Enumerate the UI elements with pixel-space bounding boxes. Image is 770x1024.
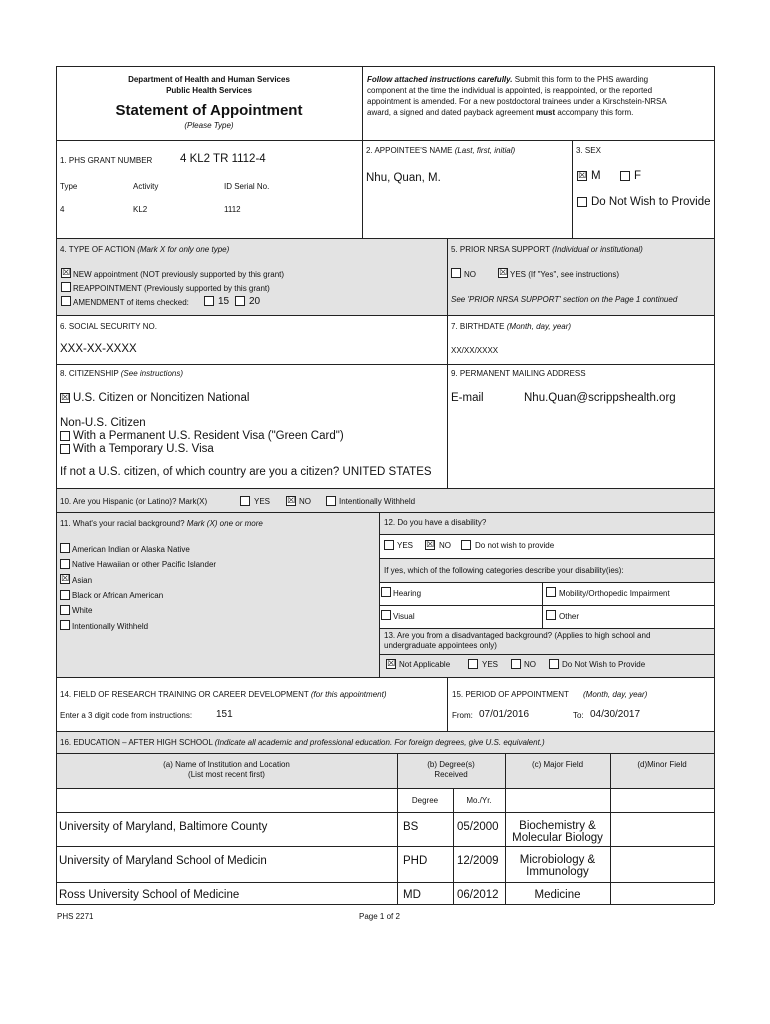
instructions-text4c: accompany this form. [555,108,634,117]
edu-major-line1[interactable]: Biochemistry & [519,820,596,832]
col-degrees-header-1: (b) Degree(s) [427,760,475,769]
disadvantaged-na-label: Not Applicable [399,660,451,669]
edu-degree[interactable]: PHD [403,855,428,867]
hispanic-withheld-checkbox[interactable] [326,496,336,506]
amend-20-checkbox[interactable] [235,296,245,306]
race-checkbox[interactable] [60,605,70,615]
mailing-address-label: 9. PERMANENT MAILING ADDRESS [451,369,586,378]
hispanic-no-checkbox[interactable]: ☒ [287,496,296,506]
dept-line1: Department of Health and Human Services [128,75,290,84]
race-option-label: American Indian or Alaska Native [72,545,190,554]
action-type-hint: (Mark X for only one type) [137,245,230,254]
research-code-label: Enter a 3 digit code from instructions: [60,711,193,720]
id-serial-value[interactable]: 1112 [224,205,241,214]
disadvantaged-dnw-label: Do Not Wish to Provide [562,660,646,669]
subcol-moyr-header: Mo./Yr. [466,796,492,805]
edu-moyr[interactable]: 12/2009 [457,855,499,867]
instructions-line1 [367,75,648,84]
citizenship-country-question: If not a U.S. citizen, of which country are you a citizen? UNITED STATES [60,466,432,478]
edu-institution[interactable]: University of Maryland School of Medicin [59,855,267,867]
activity-label: Activity [133,182,159,191]
citizen-temp-label: With a Temporary U.S. Visa [73,443,214,455]
grant-number-label: 1. PHS GRANT NUMBER [60,156,153,165]
appointment-period-label [452,690,647,699]
race-checkbox[interactable]: ☒ [61,574,70,584]
sex-f-label: F [634,170,642,182]
race-option-label: Asian [72,576,93,585]
disadvantaged-label-1: 13. Are you from a disadvantaged background? (Applies to high school and [384,631,651,640]
race-option-label: Native Hawaiian or other Pacific Islander [72,560,217,569]
disadvantaged-dnw-checkbox[interactable] [549,659,559,669]
appointee-name-label [366,146,515,155]
research-field-label [60,690,386,699]
education-hint: (Indicate all academic and professional education. For foreign degrees, give U.S. equivalent.) [214,738,545,747]
action-amend-checkbox[interactable] [61,296,71,306]
race-option-label: White [72,606,93,615]
grant-number-value[interactable]: 4 KL2 TR 1112-4 [180,153,266,165]
action-reappt-checkbox[interactable] [61,282,71,292]
sex-f-checkbox[interactable] [620,171,630,181]
period-to-value[interactable]: 04/30/2017 [590,709,641,720]
activity-value[interactable]: KL2 [133,205,148,214]
disadvantaged-na-checkbox[interactable]: ☒ [387,659,396,669]
citizen-us-checkbox[interactable]: ☒ [61,393,70,403]
edu-major-line2[interactable]: Molecular Biology [512,832,603,844]
instructions-text4a: award, a signed and dated payback agreement [367,108,537,117]
birthdate-label [451,322,571,331]
citizen-perm-label: With a Permanent U.S. Resident Visa ("Green Card") [73,430,344,442]
dept-line2: Public Health Services [166,86,252,95]
form-number: PHS 2271 [57,912,94,921]
citizen-us-label: U.S. Citizen or Noncitizen National [73,392,250,404]
instructions-bold: Follow attached instructions carefully. [367,75,513,84]
edu-major-line1[interactable]: Microbiology & [519,854,596,866]
prior-nrsa-yes-label: YES (If "Yes", see instructions) [510,270,619,279]
instructions-line3: appointment is amended. For a new postdoctoral trainees under a Kirschstein-NRSA [367,97,667,106]
appointment-period-hint: (Month, day, year) [583,690,648,699]
disability-yes-label: YES [397,541,414,550]
sex-m-checkbox[interactable]: ☒ [578,171,587,181]
action-new-checkbox[interactable]: ☒ [62,268,71,278]
email-value[interactable]: Nhu.Quan@scrippshealth.org [524,392,676,404]
research-field-hint: (for this appointment) [310,690,387,699]
disability-mobility-label: Mobility/Orthopedic Impairment [559,589,670,598]
disability-label: 12. Do you have a disability? [384,518,487,527]
birthdate-label-text: 7. BIRTHDATE [451,322,505,331]
non-us-citizen-label: Non-U.S. Citizen [60,417,146,429]
page-number: Page 1 of 2 [359,912,400,921]
race-checkbox[interactable] [60,559,70,569]
prior-nrsa-note: See 'PRIOR NRSA SUPPORT' section on the Page 1 continued [451,295,678,304]
form-subtitle: (Please Type) [184,121,234,130]
amend-20-label: 20 [249,296,261,307]
ssn-label: 6. SOCIAL SECURITY NO. [60,322,157,331]
amend-15-checkbox[interactable] [204,296,214,306]
edu-degree[interactable]: BS [403,821,419,833]
action-reappt-label: REAPPOINTMENT (Previously supported by this grant) [73,284,270,293]
col-degrees-header-2: Received [434,770,468,779]
instructions-line4 [367,108,633,117]
sex-dnw-label: Do Not Wish to Provide [591,196,711,208]
race-hint: Mark (X) one or more [186,519,263,528]
type-value[interactable]: 4 [60,205,65,214]
appointee-name-hint: (Last, first, initial) [454,146,516,155]
disability-other-checkbox[interactable] [546,610,556,620]
citizen-perm-checkbox[interactable] [60,431,70,441]
race-checkbox[interactable] [60,620,70,630]
edu-institution[interactable]: University of Maryland, Baltimore County [59,821,268,833]
hispanic-yes-checkbox[interactable] [240,496,250,506]
race-label-text: 11. What's your racial background? [60,519,185,528]
sex-m-label: M [591,170,601,182]
prior-nrsa-no-label: NO [464,270,476,279]
col-major-header: (c) Major Field [531,760,584,769]
race-option-label: Intentionally Withheld [72,622,149,631]
email-label: E-mail [451,392,484,404]
amend-15-label: 15 [218,296,230,307]
disability-if-yes: If yes, which of the following categories describe your disability(ies): [384,566,624,575]
birthdate-hint: (Month, day, year) [506,322,572,331]
edu-moyr[interactable]: 06/2012 [457,889,499,901]
action-amend-label: AMENDMENT of items checked: [73,298,189,307]
col-minor-header: (d)Minor Field [637,760,687,769]
prior-nrsa-label-text: 5. PRIOR NRSA SUPPORT [451,245,550,254]
disability-mobility-checkbox[interactable] [546,587,556,597]
race-checkbox[interactable] [60,543,70,553]
appointee-name-value[interactable]: Nhu, Quan, M. [366,172,441,184]
disability-no-checkbox[interactable]: ☒ [426,540,435,550]
instructions-line2: component at the time the individual is appointed, is reappointed, or the reported [367,86,653,95]
hispanic-label: 10. Are you Hispanic (or Latino)? Mark(X) [60,497,208,506]
id-serial-label: ID Serial No. [224,182,270,191]
hispanic-withheld-label: Intentionally Withheld [339,497,416,506]
edu-institution[interactable]: Ross University School of Medicine [59,889,240,901]
race-option-label: Black or African American [72,591,164,600]
action-new-label: NEW appointment (NOT previously supported by this grant) [73,270,285,279]
period-to-label: To: [573,711,584,720]
disability-yes-checkbox[interactable] [384,540,394,550]
disability-visual-checkbox[interactable] [381,610,391,620]
disability-other-label: Other [559,612,580,621]
birthdate-value[interactable]: XX/XX/XXXX [451,346,499,355]
research-code-value[interactable]: 151 [216,709,233,720]
edu-degree[interactable]: MD [403,889,421,901]
race-checkbox[interactable] [60,590,70,600]
citizenship-label-text: 8. CITIZENSHIP [60,369,119,378]
col-institution-header-2: (List most recent first) [188,770,265,779]
prior-nrsa-hint: (Individual or institutional) [552,245,643,254]
period-from-label: From: [452,711,473,720]
type-label: Type [60,182,78,191]
disadvantaged-label-2: undergraduate appointees only) [384,641,497,650]
education-label [60,738,545,747]
col-institution-header-1: (a) Name of Institution and Location [163,760,290,769]
prior-nrsa-yes-checkbox[interactable]: ☒ [499,268,508,278]
prior-nrsa-no-checkbox[interactable] [451,268,461,278]
disadvantaged-no-label: NO [524,660,536,669]
disability-no-label: NO [439,541,451,550]
citizenship-hint: (See instructions) [120,369,184,378]
citizen-temp-checkbox[interactable] [60,444,70,454]
instructions-must: must [536,108,556,117]
instructions-text1: Submit this form to the PHS awarding [512,75,649,84]
race-label [60,519,263,528]
edu-major-line2[interactable]: Immunology [526,866,589,878]
appointee-name-label-text: 2. APPOINTEE'S NAME [366,146,453,155]
hispanic-yes-label: YES [254,497,271,506]
subcol-degree-header: Degree [411,796,439,805]
edu-moyr[interactable]: 05/2000 [457,821,499,833]
disadvantaged-yes-label: YES [482,660,499,669]
research-field-label-text: 14. FIELD OF RESEARCH TRAINING OR CAREER DEVELOPMENT [60,690,309,699]
disability-dnw-label: Do not wish to provide [475,541,555,550]
sex-label: 3. SEX [576,146,601,155]
disability-dnw-checkbox[interactable] [461,540,471,550]
education-label-text: 16. EDUCATION – AFTER HIGH SCHOOL [60,738,213,747]
hispanic-no-label: NO [299,497,311,506]
disability-hearing-label: Hearing [393,589,422,598]
prior-nrsa-label [451,245,643,254]
period-from-value[interactable]: 07/01/2016 [479,709,530,720]
action-type-label-text: 4. TYPE OF ACTION [60,245,135,254]
edu-major-line1[interactable]: Medicine [534,889,581,901]
disadvantaged-no-checkbox[interactable] [511,659,521,669]
appointment-period-label-text: 15. PERIOD OF APPOINTMENT [452,690,569,699]
citizenship-label [60,369,183,378]
disability-hearing-checkbox[interactable] [381,587,391,597]
disadvantaged-yes-checkbox[interactable] [468,659,478,669]
form-title: Statement of Appointment [115,102,303,119]
sex-dnw-checkbox[interactable] [577,197,587,207]
action-type-label [60,245,229,254]
ssn-value[interactable]: XXX-XX-XXXX [60,343,137,355]
disability-visual-label: Visual [393,612,415,621]
